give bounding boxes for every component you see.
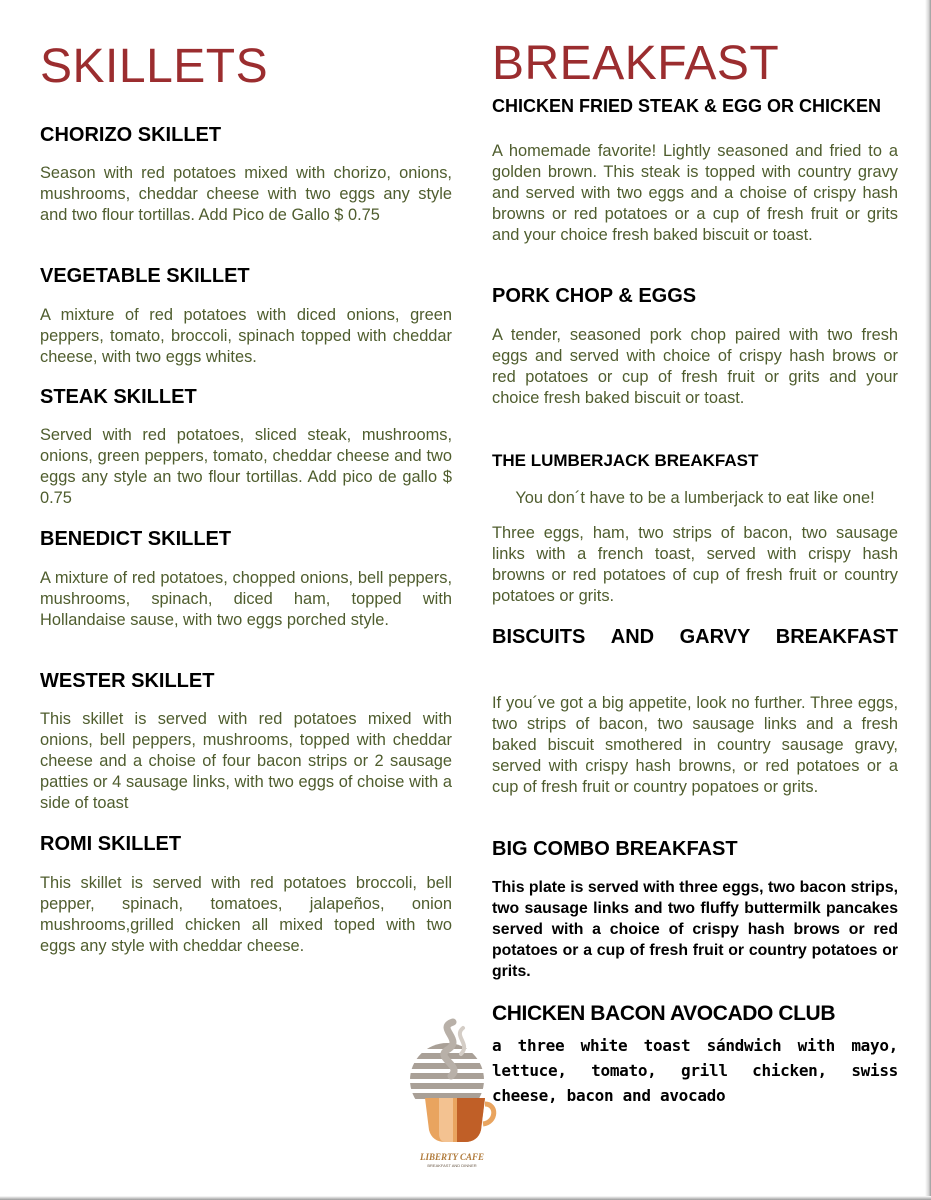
item-description: A mixture of red potatoes, chopped onions, bell peppers, mushrooms, spinach, diced ham, topped with Hollandaise sause, with two eggs porched style. — [40, 569, 452, 629]
item-tagline: You don´t have to be a lumberjack to eat like one! — [515, 489, 875, 507]
menu-item-lumberjack-breakfast — [492, 450, 898, 607]
menu-item-vegetable-skillet — [40, 265, 452, 368]
item-description: a three white toast sándwich with mayo, lettuce, tomato, grill chicken, swiss cheese, bacon and avocado — [492, 1036, 898, 1105]
item-name-word: GARVY — [679, 626, 751, 648]
menu-item-benedict-skillet — [40, 528, 452, 631]
item-description: A homemade favorite! Lightly seasoned and fried to a golden brown. This steak is topped with country gravy and served with two eggs and a choise of crispy hash browns or red potatoes or a cup of fresh fruit or grits and your choice fresh baked biscuit or toast. — [492, 142, 898, 244]
item-description: A tender, seasoned pork chop paired with two fresh eggs and served with choice of crispy hash brows or red potatoes or cup of fresh fruit or grits and your choice fresh baked biscuit or toast. — [492, 326, 898, 407]
item-description: If you´ve got a big appetite, look no further. Three eggs, two strips of bacon, two sausage links and a fresh baked biscuit smothered in country sausage gravy, served with crispy hash browns, or red potatoes or a cup of fresh fruit or country popatoes or grits. — [492, 694, 898, 796]
item-name-word: BREAKFAST — [775, 626, 898, 648]
menu-item-pork-chop-eggs — [492, 285, 898, 409]
liberty-cafe-logo — [405, 1018, 505, 1168]
item-name: BENEDICT SKILLET — [40, 528, 232, 550]
item-description: A mixture of red potatoes with diced onions, green peppers, tomato, broccoli, spinach topped with cheddar cheese, with two eggs whites. — [40, 306, 452, 366]
page-bottom-edge — [0, 1196, 931, 1200]
menu-item-wester-skillet — [40, 670, 452, 814]
item-description: This skillet is served with red potatoes mixed with onions, bell peppers, mushrooms, topped with cheddar cheese and a choise of four bacon strips or 2 sausage patties or 4 sausage links, with two eggs of choise with a side of toast — [40, 710, 452, 812]
menu-item-steak-skillet — [40, 386, 452, 509]
menu-item-romi-skillet — [40, 833, 452, 957]
item-description: Served with red potatoes, sliced steak, mushrooms, onions, green peppers, tomato, cheddar cheese and two eggs any style an two flour tortillas. Add pico de gallo $ 0.75 — [40, 426, 452, 507]
menu-item-chicken-fried-steak — [492, 95, 898, 246]
menu-item-chicken-bacon-avocado-club — [492, 1003, 898, 1108]
item-name: CHICKEN FRIED STEAK & EGG OR CHICKEN — [492, 96, 882, 116]
item-name: BIG COMBO BREAKFAST — [492, 838, 738, 860]
item-name: THE LUMBERJACK BREAKFAST — [492, 451, 759, 470]
item-name: ROMI SKILLET — [40, 833, 182, 855]
item-description: Three eggs, ham, two strips of bacon, two sausage links with a french toast, served with crispy hash browns or red potatoes of cup of fresh fruit or country potatoes or grits. — [492, 524, 898, 605]
menu-item-biscuits-gravy — [492, 626, 898, 798]
breakfast-heading: BREAKFAST — [492, 37, 780, 90]
item-name: PORK CHOP & EGGS — [492, 285, 697, 307]
logo-brand-text: LIBERTY CAFE — [420, 1152, 484, 1162]
menu-item-big-combo — [492, 838, 898, 982]
item-name: CHORIZO SKILLET — [40, 124, 222, 146]
page-right-edge — [925, 0, 931, 1200]
skillets-heading: SKILLETS — [40, 40, 269, 93]
item-name: WESTER SKILLET — [40, 670, 215, 692]
item-description: Season with red potatoes mixed with chorizo, onions, mushrooms, cheddar cheese with two eggs any style and two flour tortillas. Add Pico de Gallo $ 0.75 — [40, 164, 452, 224]
item-name: STEAK SKILLET — [40, 386, 197, 408]
item-description: This skillet is served with red potatoes broccoli, bell pepper, spinach, tomatoes, jalapeños, onion mushrooms,grilled chicken all mixed toped with two eggs any style with cheddar cheese. — [40, 874, 452, 955]
item-name-word: BISCUITS — [492, 626, 586, 648]
item-description: This plate is served with three eggs, two bacon strips, two sausage links and two fluffy buttermilk pancakes served with a choice of crispy hash brows or red potatoes or a cup of fresh fruit or country potatoes or grits. — [492, 879, 898, 980]
coffee-cup-logo-icon — [405, 1018, 505, 1168]
item-name — [492, 626, 898, 648]
item-name: CHICKEN BACON AVOCADO CLUB — [492, 1002, 836, 1025]
logo-subtitle-text: BREAKFAST AND DINNER — [427, 1163, 477, 1168]
item-name: VEGETABLE SKILLET — [40, 265, 250, 287]
item-name-word: AND — [610, 626, 655, 648]
menu-item-chorizo-skillet — [40, 124, 452, 226]
